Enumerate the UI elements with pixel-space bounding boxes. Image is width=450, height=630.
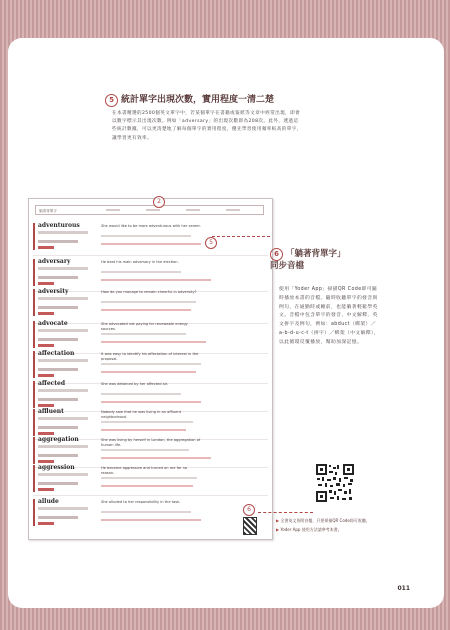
section-5-body: 在本書精選的2500個英文單字中，若某個單字在書籍或報紙等文章中經常出現，即會以數字標示其出現次數。例如「adversary」的出現次數即為208次。此外，透過這些統計數據，可以更清楚地了解每個單字的實用程度，優先學習使用頻率較高的單字，讓學習更有效率。 [112,111,302,141]
entry-sentence: She was detained by her affected air. [101,382,169,386]
qr-code-icon[interactable] [315,463,355,503]
section-6-body: 使用「Yoder App」掃描QR Code即可隨時播放本書的音檔。隨時收聽單字的發音與例句，在通勤時或睡前，也能躺著輕鬆學英文。音檔中包含單字的發音、中文解釋、英文拼字及例句，例如：abduct（綁架）／a-b-d-u-c-t（拼字）／綁架（中文解釋），以此循環反覆播放，幫助加深記憶。 [279,287,379,345]
entry-sentence: It was easy to identify his affectation of interest in the proposal. [101,352,199,361]
dict-entry [33,349,265,382]
entry-word: aggression [38,464,75,471]
mockup-header [35,205,264,215]
section-6-title-text: 「躺著背單字」 同步音檔 [270,249,346,271]
page-number: 011 [397,585,410,592]
entry-word: adversary [38,258,71,265]
dict-entry [33,497,265,530]
entry-sentence: She advocated not paying for renewable energy sources. [101,322,188,331]
entry-sentence: She was living by herself in London, the aggregation of human life. [101,438,201,447]
dict-entry [33,257,265,290]
entry-word: affluent [38,408,64,415]
entry-word: aggregation [38,436,79,443]
entry-word: advocate [38,320,68,327]
mockup-header-text: 躺著背單字 [39,209,57,213]
note-line-2 [276,527,342,533]
section-6-number: 6 [270,248,283,261]
dict-entry [33,463,265,496]
section-6-title [270,248,346,272]
entry-word: adventurous [38,222,80,229]
entry-sentence: He beat his main adversary in the election. [101,260,179,264]
connector-line [212,236,270,237]
section-5-title [105,92,274,107]
note-text-2: Yoder App 使用方法請參考本書。 [280,527,342,532]
section-5-number: 5 [105,94,118,107]
triangle-icon: ▶ [276,518,280,523]
note-line-1 [276,518,370,524]
section-5-title-text: 統計單字出現次數，實用程度一清二楚 [121,95,275,105]
entry-sentence: She would like to be more adventurous with her career. [101,224,201,228]
dict-entry [33,221,265,254]
mockup-badge-side: 5 [205,237,217,249]
entry-word: allude [38,498,59,505]
triangle-icon: ▶ [276,527,280,532]
entry-sentence: He became aggressive and turned on me for no reason. [101,466,188,475]
dictionary-page-mockup [28,198,273,540]
entry-word: affected [38,380,66,387]
entry-word: adversity [38,288,69,295]
dict-entry [33,287,265,320]
connector-line-bottom [258,512,313,513]
dict-entry [33,319,265,352]
entry-sentence: Nobody saw that he was living in an affluent neighborhood. [101,410,182,419]
mockup-badge-top: 2 [153,196,165,208]
note-text-1: 全書英文皆附音檔，只要掃描QR Code即可收聽。 [280,518,370,523]
entry-word: affectation [38,350,75,357]
entry-sentence: How do you manage to remain cheerful in adversity? [101,290,197,294]
mockup-badge-bottom: 6 [243,504,255,516]
entry-sentence: She alluded to her responsibility in the task. [101,500,181,504]
